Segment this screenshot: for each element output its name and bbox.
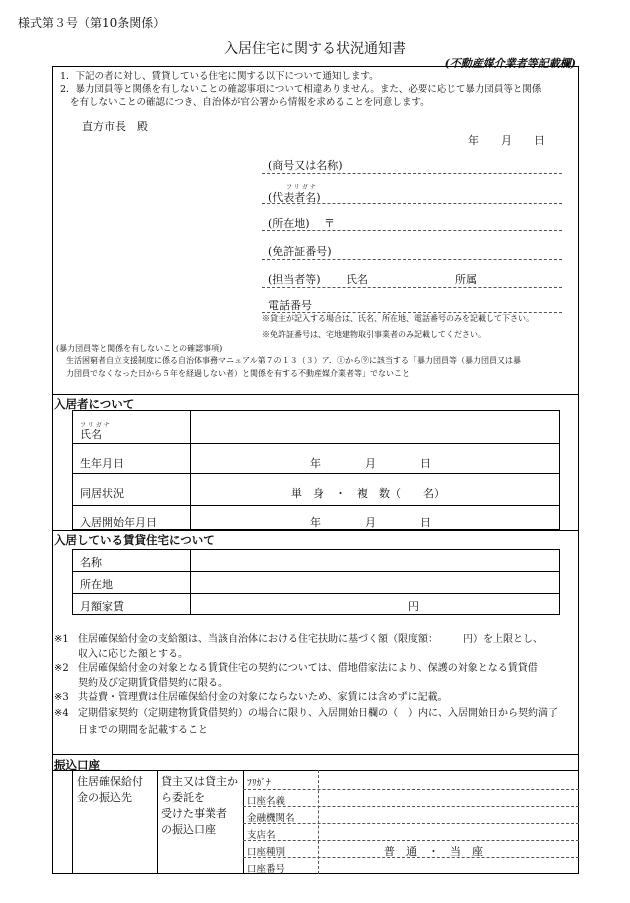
note-3: 共益費・管理費は住居確保給付金の対象にならないため、家賃には含めずに記載。 — [78, 692, 448, 703]
confirm-text-2: 力団員でなくなった日から５年を経過しない者）と関係を有する不動産媒介業者等」でないこと — [66, 369, 410, 378]
agent-note-2: ※免許証番号は、宅地建物取引事業者のみ記載してください。 — [262, 330, 486, 339]
company-label: (商号又は名称) — [268, 159, 343, 172]
note-1-mark: ※1 — [54, 634, 69, 645]
addressee: 直方市長 殿 — [82, 120, 148, 133]
confirm-heading: (暴力団員等と関係を有しないことの確認事項) — [56, 344, 223, 353]
row-divider — [243, 806, 579, 807]
note-1b: 収入に応じた額とする。 — [78, 649, 188, 660]
contact-label: (担当者等) — [268, 273, 321, 286]
intro-line-1: 1．下記の者に対し、賃貸している住宅に関する以下について通知します。 — [60, 71, 379, 82]
phone-label: 電話番号 — [268, 299, 312, 312]
resident-name-ruby: フリガナ — [80, 422, 112, 429]
intro-line-2a: 2．暴力団員等と関係を有しないことの確認事項について相違ありません。また、必要に応じて暴力団員等と関係 — [60, 84, 542, 95]
divider — [52, 530, 579, 531]
resident-birth-value: 年 月 日 — [310, 457, 431, 470]
contact-line — [262, 287, 562, 288]
resident-household-label: 同居状況 — [80, 487, 124, 500]
note-2-mark: ※2 — [54, 663, 69, 674]
divider — [52, 754, 579, 755]
note-4-mark: ※4 — [54, 708, 69, 719]
rep-label: (代表者名) — [268, 191, 321, 204]
row-divider — [72, 505, 560, 506]
form-id: 様式第３号（第10条関係） — [18, 16, 166, 30]
bank-heading: 振込口座 — [54, 758, 100, 772]
intro-line-2b: を有しないことの確認につき、自治体が官公署から情報を求めることを同意します。 — [70, 97, 430, 108]
document-subtitle: (不動産媒介業者等記載欄) — [444, 57, 576, 70]
bank-col-a — [72, 770, 73, 874]
payee-line-2: 金の振込先 — [77, 791, 132, 804]
divider — [52, 770, 579, 771]
confirm-text-1: 生活困窮者自立支援制度に係る自治体事務マニュアル第７の１３（３）ア．①から⑨に該当する「暴力団員等（暴力団員又は暴 — [66, 356, 522, 365]
bank-type-label: 口座種別 — [247, 847, 286, 858]
row-divider — [243, 840, 579, 841]
housing-rent-label: 月額家賃 — [80, 600, 124, 613]
license-line — [262, 259, 562, 260]
address-line — [262, 230, 562, 231]
housing-name-label: 名称 — [80, 556, 102, 569]
resident-name-label: 氏名 — [80, 428, 102, 441]
divider — [52, 394, 579, 395]
address-label: (所在地) — [268, 217, 310, 230]
contact-dept-label: 所属 — [455, 273, 477, 286]
owner-line-1: 貸主又は貸主か — [161, 775, 238, 788]
rep-ruby: フリガナ — [286, 184, 318, 191]
resident-start-label: 入居開始年月日 — [80, 516, 157, 529]
bank-col-c — [243, 770, 244, 874]
license-label: (免許証番号) — [268, 245, 332, 258]
company-line — [262, 173, 562, 174]
housing-table — [72, 549, 560, 615]
owner-line-4: の振込口座 — [161, 823, 216, 836]
document-title: 入居住宅に関する状況通知書 — [224, 41, 406, 57]
payee-label — [77, 773, 143, 805]
housing-address-label: 所在地 — [80, 578, 113, 591]
resident-start-value: 年 月 日 — [310, 516, 431, 529]
resident-heading: 入居者について — [54, 397, 135, 411]
row-divider — [72, 473, 560, 474]
issue-date: 年 月 日 — [468, 134, 545, 147]
row-divider — [72, 443, 560, 444]
bank-name-label: 金融機関名 — [247, 813, 295, 824]
bank-holder-label: 口座名義 — [247, 796, 286, 807]
note-1a: 住居確保給付金の支給額は、当該自治体における住宅扶助に基づく額（限度額： 円）を上限とし、 — [78, 634, 543, 645]
row-divider — [72, 571, 560, 572]
postal-mark: 〒 — [324, 217, 335, 230]
housing-col-divider — [190, 549, 191, 615]
resident-household-value: 単 身 ・ 複 数（ 名） — [291, 487, 445, 500]
rep-line — [262, 203, 562, 204]
row-divider — [243, 789, 579, 790]
note-2a: 住居確保給付金の対象となる賃貸住宅の契約については、借地借家法により、保護の対象となる賃貸借 — [78, 663, 538, 674]
agent-note-1: ※貸主が記入する場合は、氏名、所在地、電話番号のみを記載して下さい。 — [262, 314, 534, 323]
housing-rent-unit: 円 — [408, 600, 419, 613]
resident-birth-label: 生年月日 — [80, 457, 124, 470]
note-3-mark: ※3 — [54, 692, 69, 703]
owner-line-3: 受けた事業者 — [161, 807, 227, 820]
row-divider — [72, 593, 560, 594]
bank-kana-label: ﾌﾘｶﾞﾅ — [247, 778, 271, 789]
bank-type-value: 普 通 ・ 当 座 — [384, 845, 483, 858]
bank-col-d — [318, 770, 319, 874]
owner-line-2: ら委託を — [161, 791, 205, 804]
payee-line-1: 住居確保給付 — [77, 775, 143, 788]
resident-col-divider — [190, 410, 191, 530]
bank-col-b — [157, 770, 158, 874]
note-4a: 定期借家契約（定期建物賃貸借契約）の場合に限り、入居開始日欄の（ ）内に、入居開始日から契約満了 — [78, 708, 558, 719]
bank-branch-label: 支店名 — [247, 830, 276, 841]
contact-name-label: 氏名 — [346, 273, 368, 286]
bank-number-label: 口座番号 — [247, 864, 286, 875]
note-2b: 契約及び定期賃貸借契約に限る。 — [78, 678, 228, 689]
housing-heading: 入居している賃貸住宅について — [54, 533, 215, 547]
note-4b: 日までの期間を記載すること — [78, 725, 208, 736]
owner-label — [161, 773, 238, 837]
